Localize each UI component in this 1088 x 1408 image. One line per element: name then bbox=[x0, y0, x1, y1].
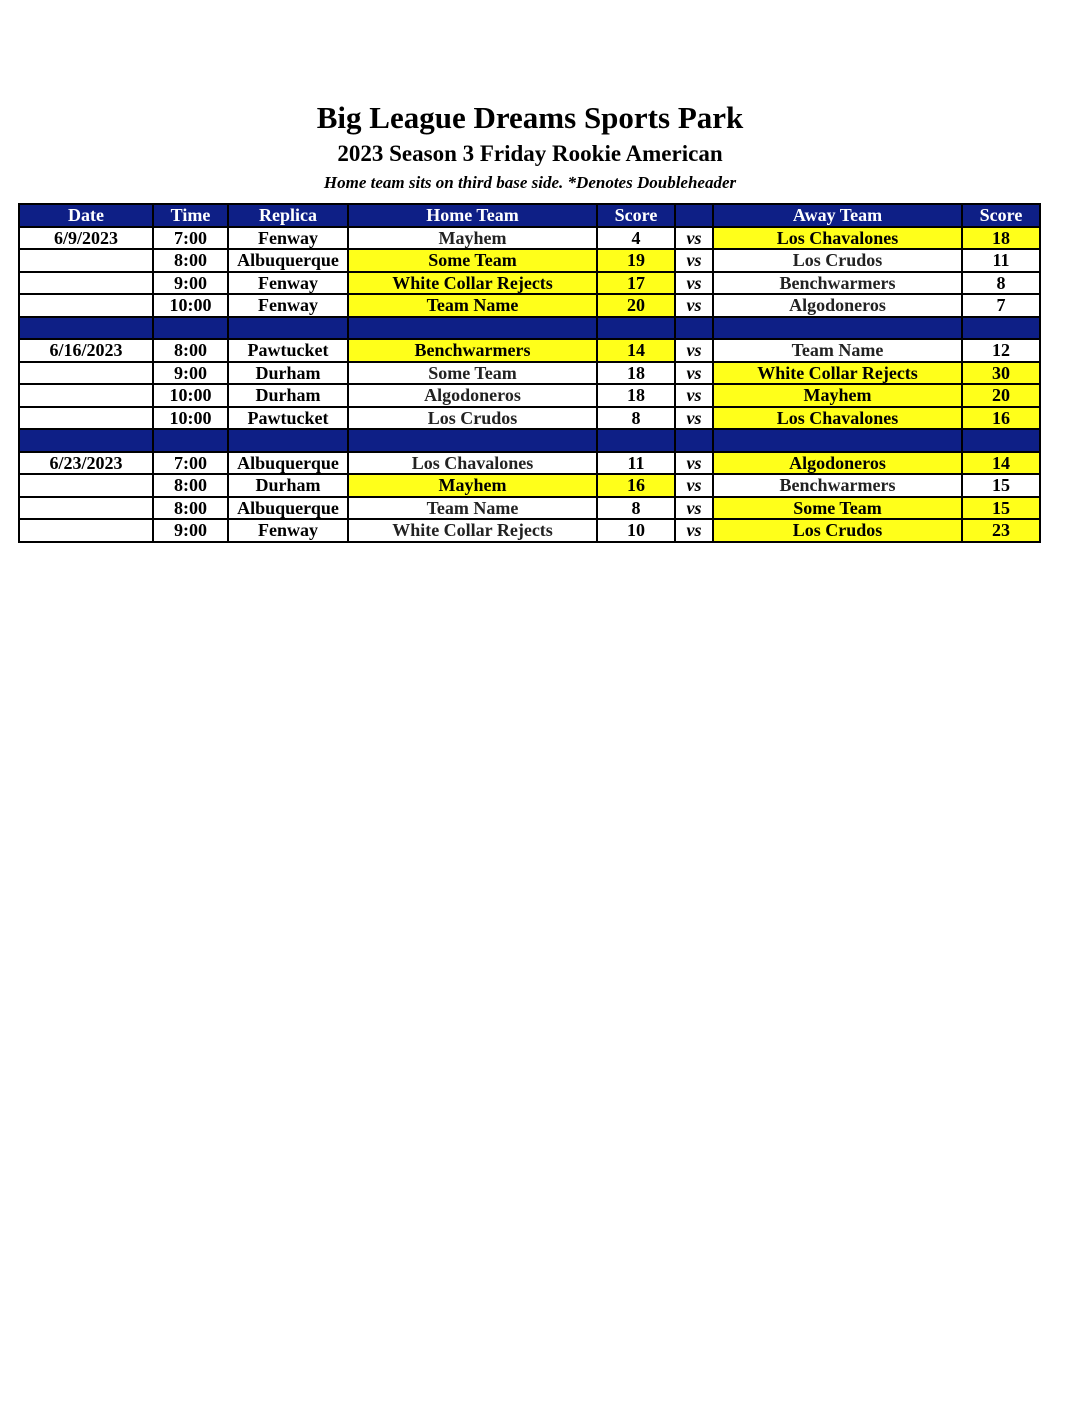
table-header-row bbox=[19, 204, 1040, 227]
week-divider-row bbox=[19, 429, 1040, 452]
away-score-cell: 8 bbox=[962, 272, 1040, 295]
away-score-cell: 12 bbox=[962, 339, 1040, 362]
home-team-cell: Team Name bbox=[348, 497, 597, 520]
table-row bbox=[19, 227, 1040, 250]
date-cell: 6/9/2023 bbox=[19, 227, 153, 250]
home-team-cell: Algodoneros bbox=[348, 384, 597, 407]
schedule-note: Home team sits on third base side. *Denotes Doubleheader bbox=[323, 173, 737, 192]
replica-cell: Durham bbox=[228, 384, 348, 407]
home-team-cell: Some Team bbox=[348, 249, 597, 272]
home-score-cell: 16 bbox=[597, 474, 675, 497]
away-team-cell: Algodoneros bbox=[713, 452, 962, 475]
replica-cell: Pawtucket bbox=[228, 407, 348, 430]
home-team-cell: Some Team bbox=[348, 362, 597, 385]
replica-cell: Durham bbox=[228, 474, 348, 497]
away-team-cell: Los Crudos bbox=[713, 519, 962, 542]
date-cell bbox=[19, 294, 153, 317]
table-row bbox=[19, 407, 1040, 430]
vs-cell: vs bbox=[675, 362, 713, 385]
divider-cell bbox=[153, 317, 228, 340]
away-score-cell: 15 bbox=[962, 497, 1040, 520]
home-score-cell: 19 bbox=[597, 249, 675, 272]
date-cell bbox=[19, 272, 153, 295]
table-row bbox=[19, 362, 1040, 385]
home-score-cell: 8 bbox=[597, 407, 675, 430]
vs-cell: vs bbox=[675, 407, 713, 430]
away-team-cell: Mayhem bbox=[713, 384, 962, 407]
replica-cell: Fenway bbox=[228, 519, 348, 542]
table-row bbox=[19, 249, 1040, 272]
table-row bbox=[19, 339, 1040, 362]
divider-cell bbox=[153, 429, 228, 452]
away-score-cell: 23 bbox=[962, 519, 1040, 542]
home-team-cell: Mayhem bbox=[348, 474, 597, 497]
home-team-cell: White Collar Rejects bbox=[348, 519, 597, 542]
column-header-time: Time bbox=[153, 204, 228, 227]
week-divider-row bbox=[19, 317, 1040, 340]
home-score-cell: 17 bbox=[597, 272, 675, 295]
date-cell bbox=[19, 249, 153, 272]
date-cell bbox=[19, 497, 153, 520]
home-score-cell: 20 bbox=[597, 294, 675, 317]
date-cell bbox=[19, 474, 153, 497]
home-score-cell: 8 bbox=[597, 497, 675, 520]
vs-cell: vs bbox=[675, 227, 713, 250]
date-cell bbox=[19, 384, 153, 407]
away-score-cell: 7 bbox=[962, 294, 1040, 317]
divider-cell bbox=[19, 317, 153, 340]
divider-cell bbox=[348, 429, 597, 452]
away-score-cell: 11 bbox=[962, 249, 1040, 272]
home-team-cell: White Collar Rejects bbox=[348, 272, 597, 295]
schedule-body bbox=[19, 227, 1040, 542]
column-header-vs bbox=[675, 204, 713, 227]
time-cell: 8:00 bbox=[153, 249, 228, 272]
replica-cell: Fenway bbox=[228, 294, 348, 317]
column-header-away-score: Score bbox=[962, 204, 1040, 227]
column-header-home-team: Home Team bbox=[348, 204, 597, 227]
time-cell: 10:00 bbox=[153, 294, 228, 317]
home-team-cell: Los Crudos bbox=[348, 407, 597, 430]
divider-cell bbox=[348, 317, 597, 340]
column-header-replica: Replica bbox=[228, 204, 348, 227]
home-team-cell: Team Name bbox=[348, 294, 597, 317]
away-score-cell: 16 bbox=[962, 407, 1040, 430]
column-header-home-score: Score bbox=[597, 204, 675, 227]
away-team-cell: Los Chavalones bbox=[713, 407, 962, 430]
time-cell: 7:00 bbox=[153, 452, 228, 475]
home-team-cell: Benchwarmers bbox=[348, 339, 597, 362]
divider-cell bbox=[675, 429, 713, 452]
time-cell: 9:00 bbox=[153, 272, 228, 295]
vs-cell: vs bbox=[675, 294, 713, 317]
vs-cell: vs bbox=[675, 249, 713, 272]
replica-cell: Albuquerque bbox=[228, 497, 348, 520]
replica-cell: Fenway bbox=[228, 227, 348, 250]
date-cell: 6/16/2023 bbox=[19, 339, 153, 362]
away-team-cell: White Collar Rejects bbox=[713, 362, 962, 385]
date-cell bbox=[19, 519, 153, 542]
table-row bbox=[19, 452, 1040, 475]
table-row bbox=[19, 384, 1040, 407]
vs-cell: vs bbox=[675, 452, 713, 475]
away-score-cell: 14 bbox=[962, 452, 1040, 475]
vs-cell: vs bbox=[675, 384, 713, 407]
home-score-cell: 18 bbox=[597, 362, 675, 385]
table-row bbox=[19, 519, 1040, 542]
replica-cell: Fenway bbox=[228, 272, 348, 295]
vs-cell: vs bbox=[675, 272, 713, 295]
time-cell: 10:00 bbox=[153, 384, 228, 407]
page-title: Big League Dreams Sports Park bbox=[316, 100, 744, 135]
divider-cell bbox=[962, 429, 1040, 452]
away-team-cell: Benchwarmers bbox=[713, 474, 962, 497]
away-score-cell: 18 bbox=[962, 227, 1040, 250]
home-score-cell: 14 bbox=[597, 339, 675, 362]
divider-cell bbox=[713, 429, 962, 452]
replica-cell: Pawtucket bbox=[228, 339, 348, 362]
table-row bbox=[19, 294, 1040, 317]
away-team-cell: Team Name bbox=[713, 339, 962, 362]
time-cell: 8:00 bbox=[153, 497, 228, 520]
table-row bbox=[19, 474, 1040, 497]
document-header bbox=[0, 98, 1060, 196]
divider-cell bbox=[19, 429, 153, 452]
column-header-date: Date bbox=[19, 204, 153, 227]
column-header-away-team: Away Team bbox=[713, 204, 962, 227]
divider-cell bbox=[597, 317, 675, 340]
time-cell: 9:00 bbox=[153, 362, 228, 385]
home-team-cell: Mayhem bbox=[348, 227, 597, 250]
away-team-cell: Benchwarmers bbox=[713, 272, 962, 295]
replica-cell: Albuquerque bbox=[228, 452, 348, 475]
time-cell: 10:00 bbox=[153, 407, 228, 430]
table-row bbox=[19, 272, 1040, 295]
divider-cell bbox=[962, 317, 1040, 340]
page-subtitle: 2023 Season 3 Friday Rookie American bbox=[337, 141, 723, 166]
away-team-cell: Algodoneros bbox=[713, 294, 962, 317]
divider-cell bbox=[228, 429, 348, 452]
home-team-cell: Los Chavalones bbox=[348, 452, 597, 475]
away-score-cell: 20 bbox=[962, 384, 1040, 407]
replica-cell: Albuquerque bbox=[228, 249, 348, 272]
time-cell: 7:00 bbox=[153, 227, 228, 250]
vs-cell: vs bbox=[675, 474, 713, 497]
divider-cell bbox=[713, 317, 962, 340]
schedule-table bbox=[18, 203, 1041, 543]
date-cell: 6/23/2023 bbox=[19, 452, 153, 475]
home-score-cell: 11 bbox=[597, 452, 675, 475]
away-score-cell: 15 bbox=[962, 474, 1040, 497]
vs-cell: vs bbox=[675, 519, 713, 542]
home-score-cell: 4 bbox=[597, 227, 675, 250]
away-team-cell: Los Chavalones bbox=[713, 227, 962, 250]
date-cell bbox=[19, 407, 153, 430]
vs-cell: vs bbox=[675, 497, 713, 520]
divider-cell bbox=[228, 317, 348, 340]
home-score-cell: 10 bbox=[597, 519, 675, 542]
home-score-cell: 18 bbox=[597, 384, 675, 407]
away-team-cell: Los Crudos bbox=[713, 249, 962, 272]
time-cell: 8:00 bbox=[153, 339, 228, 362]
vs-cell: vs bbox=[675, 339, 713, 362]
replica-cell: Durham bbox=[228, 362, 348, 385]
away-score-cell: 30 bbox=[962, 362, 1040, 385]
divider-cell bbox=[675, 317, 713, 340]
time-cell: 8:00 bbox=[153, 474, 228, 497]
time-cell: 9:00 bbox=[153, 519, 228, 542]
table-row bbox=[19, 497, 1040, 520]
away-team-cell: Some Team bbox=[713, 497, 962, 520]
divider-cell bbox=[597, 429, 675, 452]
date-cell bbox=[19, 362, 153, 385]
